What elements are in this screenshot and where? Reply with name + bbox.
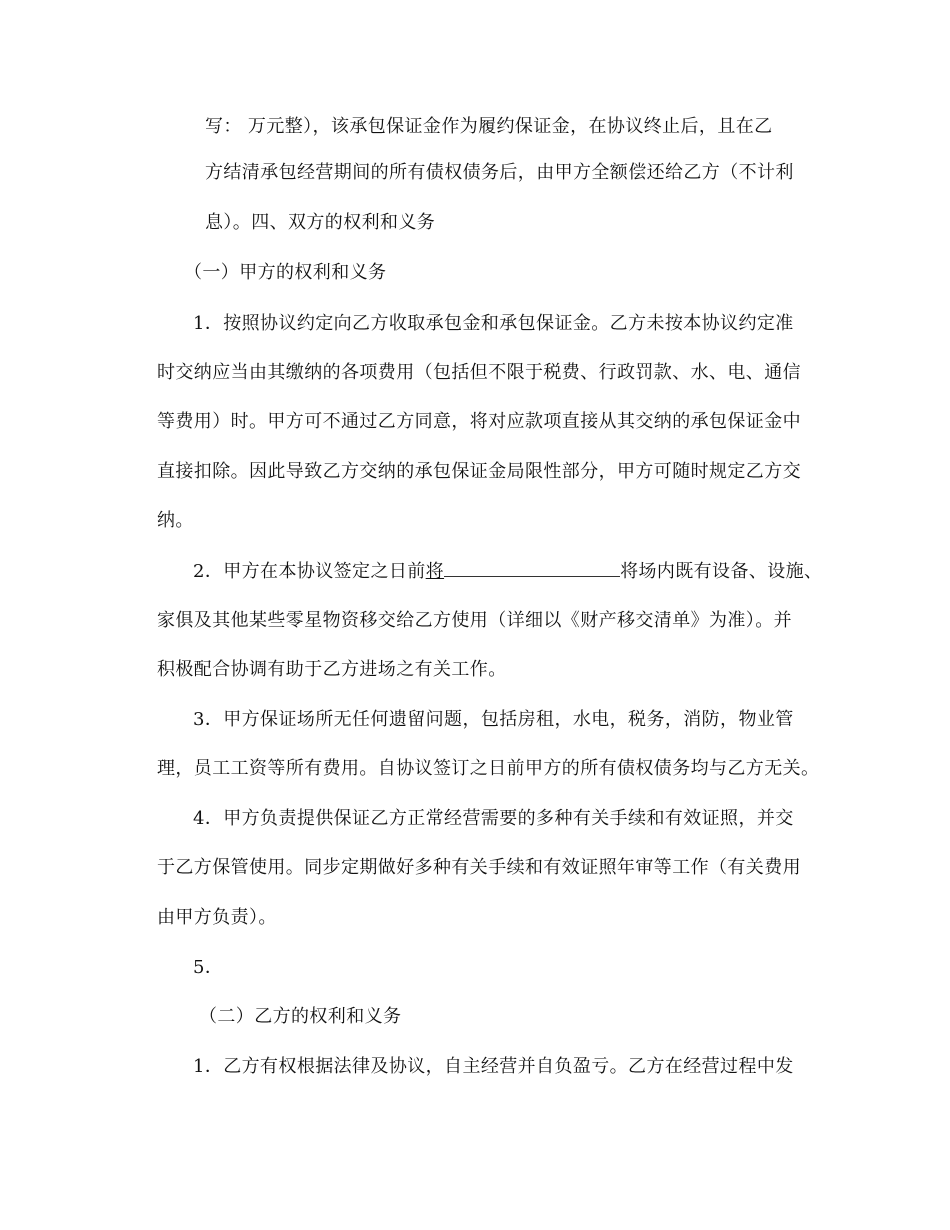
text-line: 直接扣除。因此导致乙方交纳的承包保证金局限性部分，甲方可随时规定乙方交	[157, 461, 801, 482]
section-heading: （二）乙方的权利和义务	[199, 1006, 402, 1027]
text-line: 等费用）时。甲方可不通过乙方同意，将对应款项直接从其交纳的承包保证金中	[157, 411, 801, 432]
text-line: 1．乙方有权根据法律及协议，自主经营并自负盈亏。乙方在经营过程中发	[193, 1056, 794, 1077]
underlined-word: 将	[425, 561, 445, 582]
text-line	[193, 558, 822, 585]
clause-2-suffix: 将场内既有设备、设施、	[620, 561, 823, 582]
text-line: 5．	[193, 957, 224, 978]
text-line: 方结清承包经营期间的所有债权债务后，由甲方全额偿还给乙方（不计利	[205, 162, 794, 183]
text-line: 积极配合协调有助于乙方进场之有关工作。	[157, 659, 507, 680]
text-line: 4．甲方负责提供保证乙方正常经营需要的多种有关手续和有效证照，并交	[193, 808, 794, 829]
section-heading: （一）甲方的权利和义务	[184, 262, 387, 283]
text-line: 家俱及其他某些零星物资移交给乙方使用（详细以《财产移交清单》为准）。并	[157, 610, 792, 631]
text-line: 1．按照协议约定向乙方收取承包金和承包保证金。乙方未按本协议约定准	[193, 313, 794, 334]
clause-2-prefix: 2．甲方在本协议签定之日前	[193, 561, 426, 582]
text-line: 息）。四、双方的权利和义务	[205, 212, 436, 233]
fill-in-blank	[444, 558, 620, 577]
text-line: 时交纳应当由其缴纳的各项费用（包括但不限于税费、行政罚款、水、电、通信	[157, 362, 801, 383]
text-line: 写： 万元整），该承包保证金作为履约保证金，在协议终止后，且在乙	[205, 116, 773, 137]
text-line: 纳。	[157, 510, 194, 531]
text-line: 3．甲方保证场所无任何遗留问题，包括房租，水电，税务，消防，物业管	[193, 709, 794, 730]
text-line: 由甲方负责）。	[157, 907, 277, 928]
text-line: 理，员工工资等所有费用。自协议签订之日前甲方的所有债权债务均与乙方无关。	[157, 758, 820, 779]
text-line: 于乙方保管使用。同步定期做好多种有关手续和有效证照年审等工作（有关费用	[157, 857, 801, 878]
